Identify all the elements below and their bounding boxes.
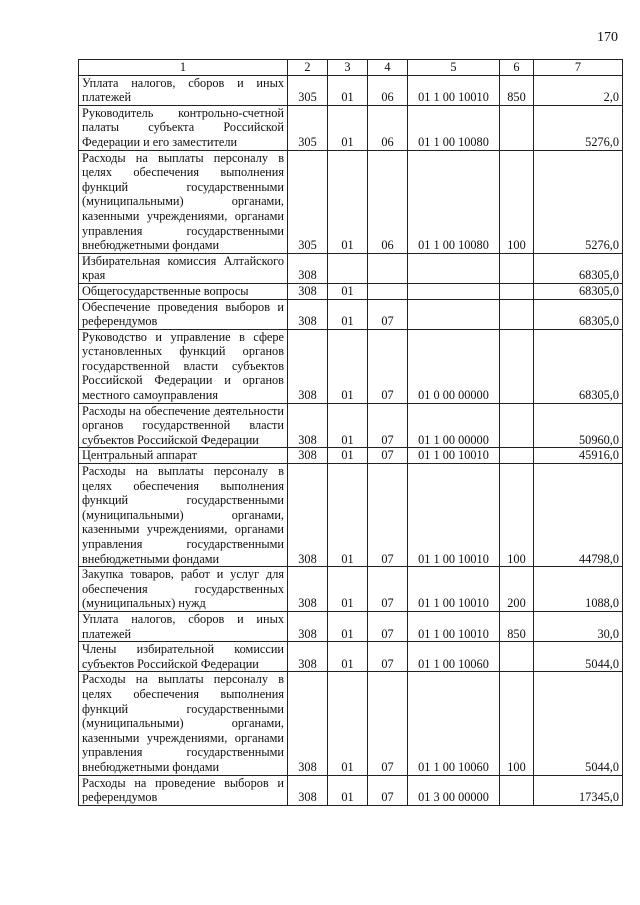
row-sum: 5276,0 [534,105,623,150]
budget-table [78,59,623,806]
row-pr: 07 [368,448,408,464]
row-vr: 100 [500,150,534,253]
row-rz: 01 [328,448,368,464]
row-ved: 305 [288,75,328,105]
row-csr [408,283,500,299]
row-sum: 68305,0 [534,253,623,283]
row-vr: 850 [500,75,534,105]
row-csr: 01 0 00 00000 [408,329,500,403]
table-row [79,329,623,403]
row-csr [408,253,500,283]
row-rz: 01 [328,403,368,448]
row-vr: 850 [500,611,534,641]
row-csr: 01 1 00 10060 [408,642,500,672]
row-vr [500,448,534,464]
table-row [79,75,623,105]
row-name: Избирательная комиссия Алтайского края [79,253,288,283]
row-name: Центральный аппарат [79,448,288,464]
row-pr: 07 [368,642,408,672]
row-csr: 01 1 00 10010 [408,611,500,641]
row-vr [500,329,534,403]
row-pr: 07 [368,464,408,567]
row-pr [368,283,408,299]
row-name: Уплата налогов, сборов и иных платежей [79,611,288,641]
row-ved: 308 [288,567,328,612]
row-csr: 01 1 00 10010 [408,464,500,567]
row-rz: 01 [328,299,368,329]
column-header: 6 [500,60,534,76]
row-name: Обеспечение проведения выборов и референдумов [79,299,288,329]
row-pr: 07 [368,775,408,805]
row-vr [500,403,534,448]
row-rz: 01 [328,672,368,775]
table-row [79,448,623,464]
row-sum: 68305,0 [534,299,623,329]
row-pr [368,253,408,283]
row-sum: 30,0 [534,611,623,641]
row-csr [408,299,500,329]
table-row [79,150,623,253]
column-header: 5 [408,60,500,76]
row-rz: 01 [328,464,368,567]
row-sum: 68305,0 [534,329,623,403]
row-vr [500,283,534,299]
row-sum: 50960,0 [534,403,623,448]
row-sum: 5044,0 [534,642,623,672]
row-name: Закупка товаров, работ и услуг для обеспечения государственных (муниципальных) нужд [79,567,288,612]
row-ved: 308 [288,672,328,775]
row-name: Члены избирательной комиссии субъектов Российской Федерации [79,642,288,672]
row-csr: 01 1 00 10060 [408,672,500,775]
header-row [79,60,623,76]
row-ved: 308 [288,464,328,567]
column-header: 7 [534,60,623,76]
row-rz [328,253,368,283]
row-csr: 01 1 00 00000 [408,403,500,448]
row-vr [500,775,534,805]
row-rz: 01 [328,105,368,150]
row-csr: 01 1 00 10010 [408,448,500,464]
table-row [79,403,623,448]
row-sum: 5276,0 [534,150,623,253]
row-vr: 100 [500,672,534,775]
table-row [79,611,623,641]
row-name: Расходы на обеспечение деятельности органов государственной власти субъектов Российской Федерации [79,403,288,448]
row-name: Руководство и управление в сфере установленных функций органов государственной власти субъектов Российской Федерации и органов местного самоуправления [79,329,288,403]
row-rz: 01 [328,611,368,641]
row-ved: 305 [288,105,328,150]
row-pr: 07 [368,299,408,329]
row-vr: 200 [500,567,534,612]
column-header: 4 [368,60,408,76]
table-row [79,775,623,805]
row-name: Общегосударственные вопросы [79,283,288,299]
row-pr: 07 [368,329,408,403]
row-vr [500,642,534,672]
row-sum: 45916,0 [534,448,623,464]
row-pr: 06 [368,75,408,105]
row-sum: 17345,0 [534,775,623,805]
table-row [79,253,623,283]
row-ved: 308 [288,253,328,283]
row-csr: 01 1 00 10010 [408,75,500,105]
row-pr: 06 [368,150,408,253]
row-pr: 07 [368,672,408,775]
row-name: Расходы на выплаты персоналу в целях обеспечения выполнения функций государственными (муниципальными) органами, казенными учреждениями, органами управления государственными внебюджетными фондами [79,464,288,567]
row-name: Расходы на выплаты персоналу в целях обеспечения выполнения функций государственными (муниципальными) органами, казенными учреждениями, органами управления государственными внебюджетными фондами [79,150,288,253]
row-ved: 308 [288,775,328,805]
column-header: 3 [328,60,368,76]
row-name: Расходы на выплаты персоналу в целях обеспечения выполнения функций государственными (муниципальными) органами, казенными учреждениями, органами управления государственными внебюджетными фондами [79,672,288,775]
row-pr: 07 [368,611,408,641]
row-rz: 01 [328,283,368,299]
table-row [79,299,623,329]
row-ved: 308 [288,403,328,448]
row-vr [500,105,534,150]
row-ved: 308 [288,642,328,672]
row-rz: 01 [328,75,368,105]
row-ved: 308 [288,299,328,329]
table-row [79,105,623,150]
row-csr: 01 1 00 10080 [408,105,500,150]
row-pr: 07 [368,567,408,612]
row-rz: 01 [328,642,368,672]
row-ved: 308 [288,448,328,464]
row-sum: 5044,0 [534,672,623,775]
row-sum: 2,0 [534,75,623,105]
row-csr: 01 1 00 10010 [408,567,500,612]
row-rz: 01 [328,567,368,612]
row-vr: 100 [500,464,534,567]
table-row [79,283,623,299]
row-vr [500,299,534,329]
table-row [79,567,623,612]
row-name: Уплата налогов, сборов и иных платежей [79,75,288,105]
column-header: 2 [288,60,328,76]
table-row [79,672,623,775]
row-sum: 1088,0 [534,567,623,612]
row-sum: 68305,0 [534,283,623,299]
table-row [79,464,623,567]
row-pr: 07 [368,403,408,448]
row-ved: 308 [288,283,328,299]
row-ved: 305 [288,150,328,253]
row-pr: 06 [368,105,408,150]
row-ved: 308 [288,611,328,641]
row-sum: 44798,0 [534,464,623,567]
column-header: 1 [79,60,288,76]
table-row [79,642,623,672]
row-rz: 01 [328,150,368,253]
page-number: 170 [597,30,618,45]
row-rz: 01 [328,775,368,805]
row-vr [500,253,534,283]
row-csr: 01 3 00 00000 [408,775,500,805]
row-csr: 01 1 00 10080 [408,150,500,253]
row-name: Руководитель контрольно-счетной палаты субъекта Российской Федерации и его заместители [79,105,288,150]
row-rz: 01 [328,329,368,403]
row-ved: 308 [288,329,328,403]
row-name: Расходы на проведение выборов и референдумов [79,775,288,805]
